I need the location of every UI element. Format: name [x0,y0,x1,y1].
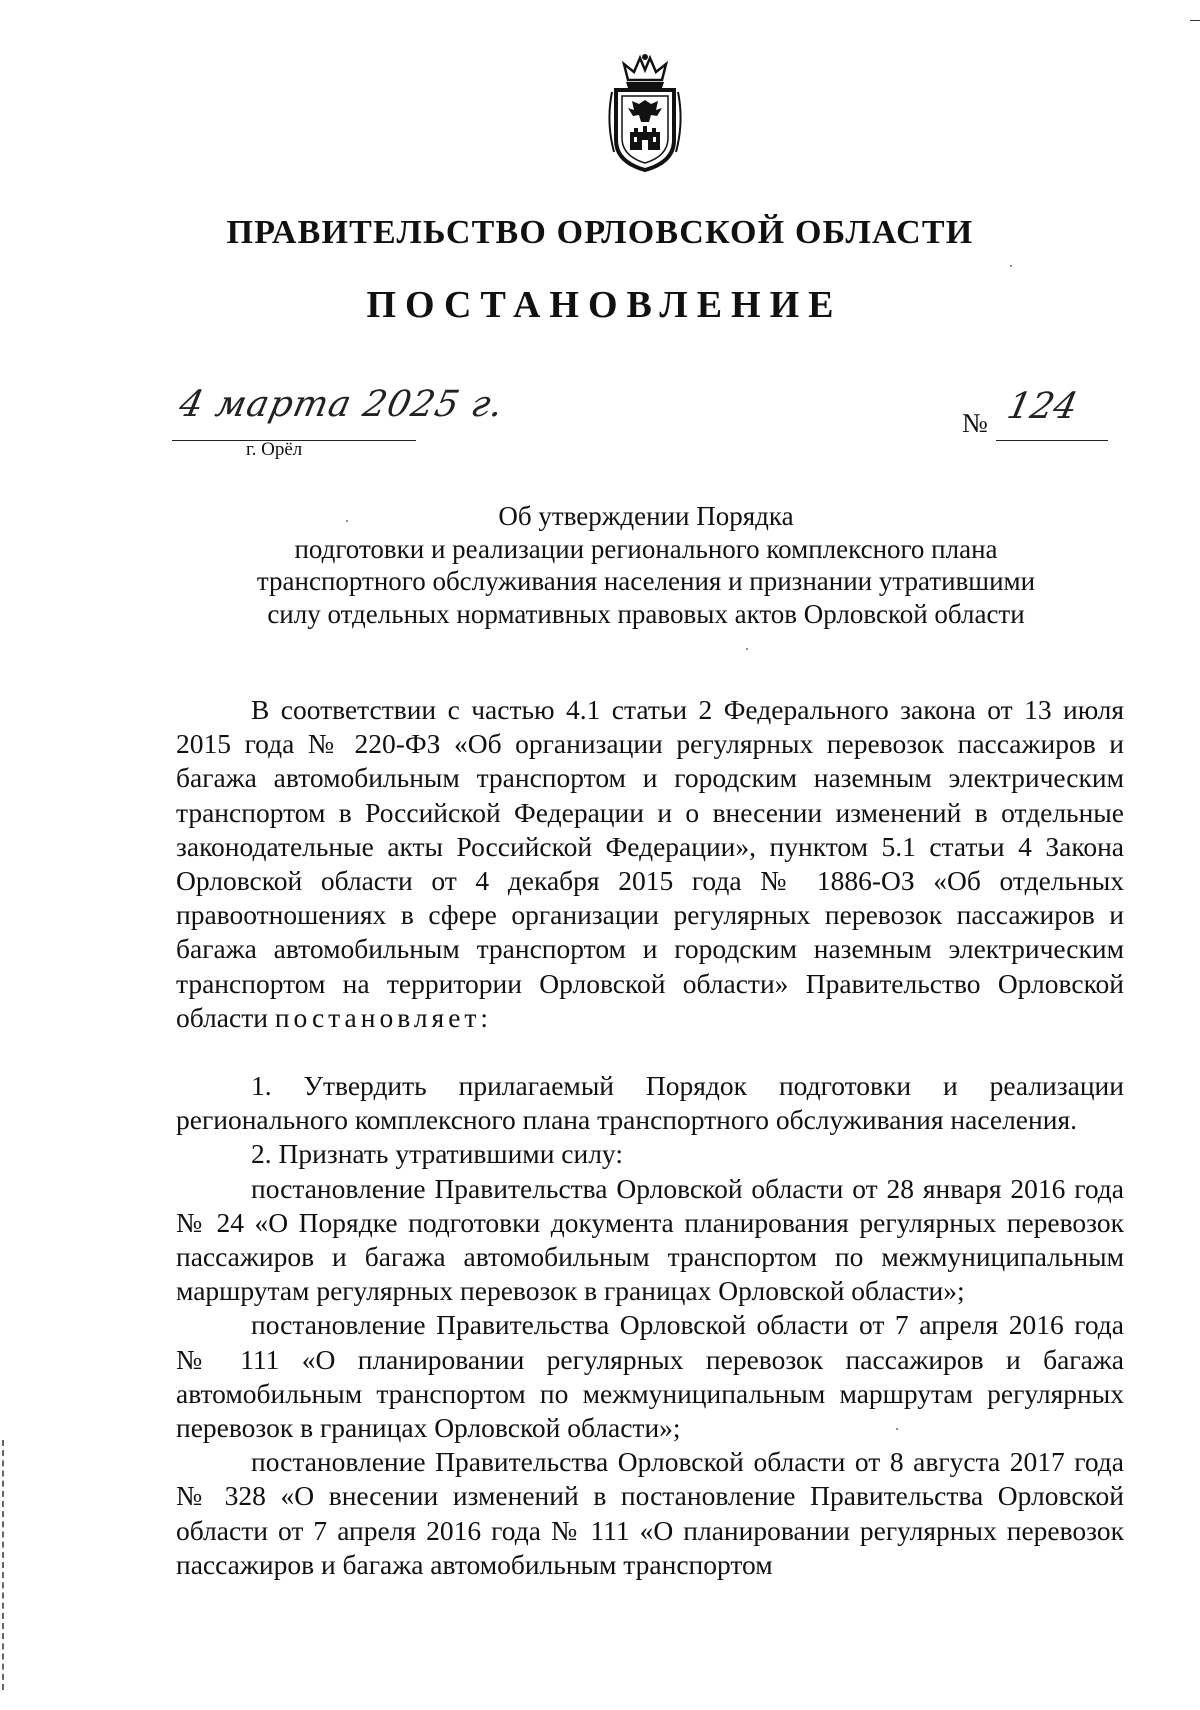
scan-edge-mark [1190,20,1200,21]
item-2-paragraph: 2. Признать утратившими силу: [251,1138,623,1170]
handwritten-date: 4 марта 2025 г. [175,384,508,425]
number-label: № [962,408,988,438]
repealed-act-1: постановление Правительства Орловской области от 28 января 2016 года № 24 «О Порядке подготовки документа планирования регулярных перевозок пассажиров и багажа автомобильным транспортом по межмуниципальным маршрутам регулярных перевозок в границах Орловской области»; [176,1172,1124,1307]
scan-speck [896,1428,898,1430]
repealed-act-3: постановление Правительства Орловской области от 8 августа 2017 года № 328 «О внесении изменений в постановление Правительства Орловской области от 7 апреля 2016 года № 111 «О планировании регулярных перевозок пассажиров и багажа автомобильным транспортом [176,1446,1124,1580]
document-body [176,693,1124,1582]
document-subject [180,500,1112,630]
scan-speck [346,520,348,522]
number-underline [996,440,1108,441]
preamble-text: В соответствии с частью 4.1 статьи 2 Федерального закона от 13 июля 2015 года № 220-ФЗ «Об организации регулярных перевозок пассажиров и багажа автомобильным транспортом и городским наземным электрическим транспортом в Российской Федерации и о внесении изменений в отдельные законодательные акты Российской Федерации», пунктом 5.1 статьи 4 Закона Орловской области от 4 декабря 2015 года № 1886-ОЗ «Об отдельных правоотношениях в сфере организации регулярных перевозок пассажиров и багажа автомобильным транспортом и городским наземным электрическим транспортом на территории Орловской области» Правительство Орловской области [176,694,1124,1033]
preamble-paragraph [176,693,1124,1035]
scan-margin-ticks [2,1440,6,1690]
subject-line: подготовки и реализации регионального комплексного плана [294,533,998,564]
scan-speck [1010,265,1012,267]
handwritten-number: 124 [1003,386,1082,427]
resolves-word: постановляет: [274,1001,493,1033]
subject-line: Об утверждении Порядка [498,501,794,531]
city-label: г. Орёл [246,439,303,460]
document-type-title: ПОСТАНОВЛЕНИЕ [366,284,843,326]
subject-line: транспортного обслуживания населения и признании утратившими [256,566,1036,596]
government-name: ПРАВИТЕЛЬСТВО ОРЛОВСКОЙ ОБЛАСТИ [226,214,974,251]
subject-line: силу отдельных нормативных правовых актов Орловской области [267,598,1025,629]
item-1-paragraph: 1. Утвердить прилагаемый Порядок подготовки и реализации регионального комплексного плана транспортного обслуживания населения. [176,1070,1124,1136]
repealed-act-2: постановление Правительства Орловской области от 7 апреля 2016 года № 111 «О планировании регулярных перевозок пассажиров и багажа автомобильным транспортом по межмуниципальным маршрутам регулярных перевозок в границах Орловской области»; [176,1309,1124,1444]
orel-region-coat-of-arms-icon [598,52,692,174]
scan-speck [746,648,748,650]
